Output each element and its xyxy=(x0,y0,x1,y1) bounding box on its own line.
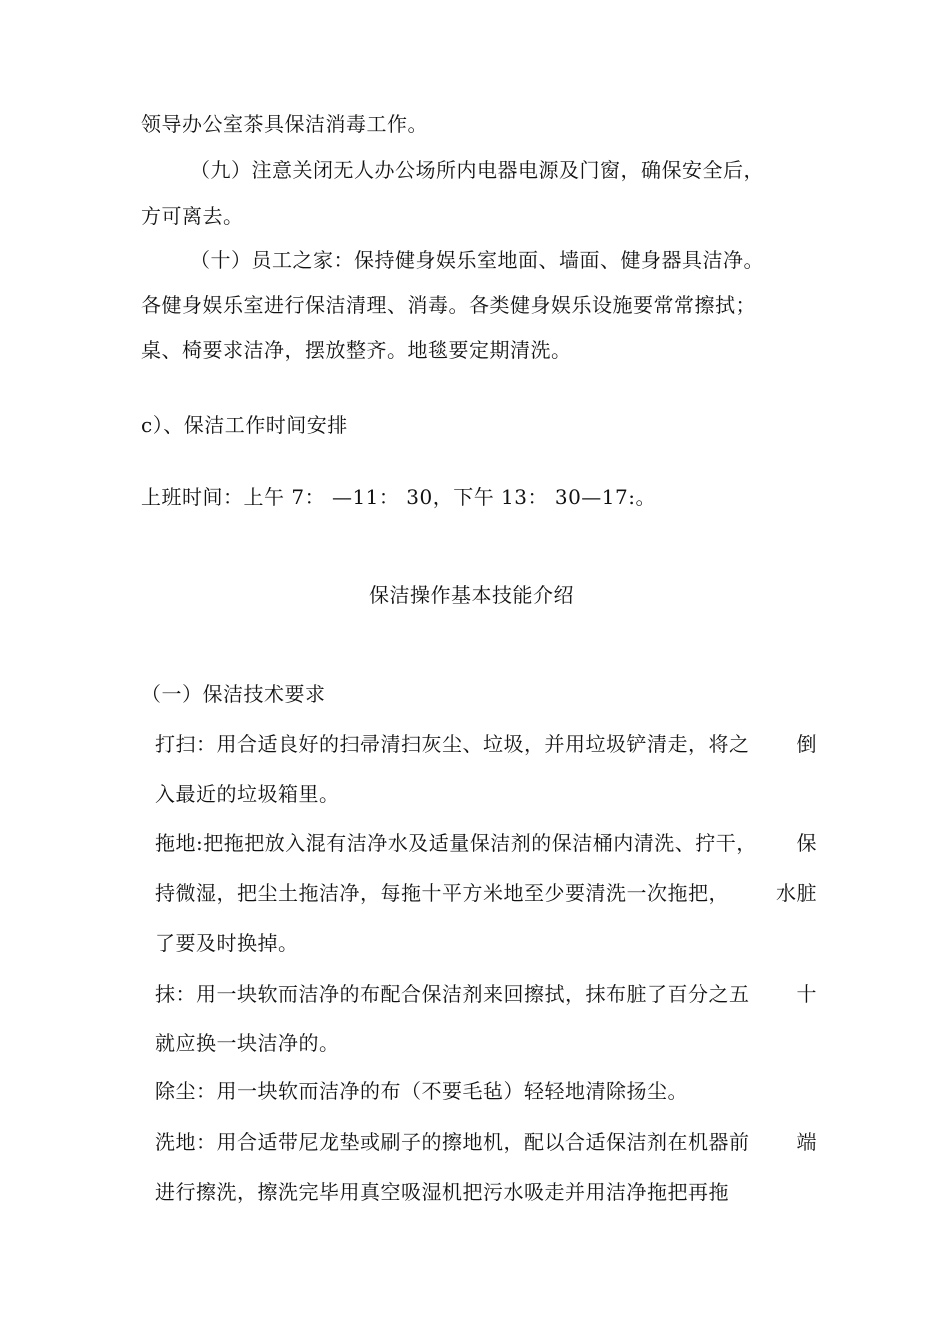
list-item-text: 抹：用一块软而洁净的布配合保洁剂来回擦拭，抹布脏了百分之五 xyxy=(155,982,750,1006)
section-heading-c: c）、保洁工作时间安排 xyxy=(141,413,348,437)
list-item: 进行擦洗，擦洗完毕用真空吸湿机把污水吸走并用洁净拖把再拖 xyxy=(155,1180,729,1204)
paragraph-line: 各健身娱乐室进行保洁清理、消毒。各类健身娱乐设施要常常擦拭； xyxy=(141,293,756,317)
list-item-tail: 端 xyxy=(796,1130,817,1154)
list-item-tail: 十 xyxy=(796,982,817,1006)
list-item xyxy=(155,830,817,856)
paragraph-line: 领导办公室茶具保洁消毒工作。 xyxy=(141,112,428,136)
list-item-tail: 倒 xyxy=(796,732,817,756)
list-item-text: 拖地:把拖把放入混有洁净水及适量保洁剂的保洁桶内清洗、拧干， xyxy=(155,831,757,855)
paragraph-line: （十）员工之家：保持健身娱乐室地面、墙面、健身器具洁净。 xyxy=(190,248,764,272)
list-item-tail: 保 xyxy=(796,831,817,855)
list-item: 就应换一块洁净的。 xyxy=(155,1031,340,1055)
paragraph-line: 桌、椅要求洁净，摆放整齐。地毯要定期清洗。 xyxy=(141,338,572,362)
page-title: 保洁操作基本技能介绍 xyxy=(369,583,574,607)
work-hours: 上班时间：上午 7： —11： 30，下午 13： 30—17:。 xyxy=(141,485,656,509)
list-item: 入最近的垃圾箱里。 xyxy=(155,782,340,806)
list-item xyxy=(155,1129,817,1155)
paragraph-line: （九）注意关闭无人办公场所内电器电源及门窗，确保安全后， xyxy=(190,158,764,182)
list-item-tail: 水脏 xyxy=(776,881,817,905)
subheading: （一）保洁技术要求 xyxy=(141,682,326,706)
list-item-text: 洗地：用合适带尼龙垫或刷子的擦地机，配以合适保洁剂在机器前 xyxy=(155,1130,750,1154)
list-item xyxy=(155,880,817,906)
list-item-text: 持微湿，把尘土拖洁净，每拖十平方米地至少要清洗一次拖把， xyxy=(155,881,729,905)
list-item: 除尘：用一块软而洁净的布（不要毛毡）轻轻地清除扬尘。 xyxy=(155,1079,688,1103)
list-item-text: 打扫：用合适良好的扫帚清扫灰尘、垃圾，并用垃圾铲清走，将之 xyxy=(155,732,750,756)
list-item xyxy=(155,981,817,1007)
paragraph-line: 方可离去。 xyxy=(141,204,244,228)
list-item: 了要及时换掉。 xyxy=(155,931,299,955)
list-item xyxy=(155,731,817,757)
